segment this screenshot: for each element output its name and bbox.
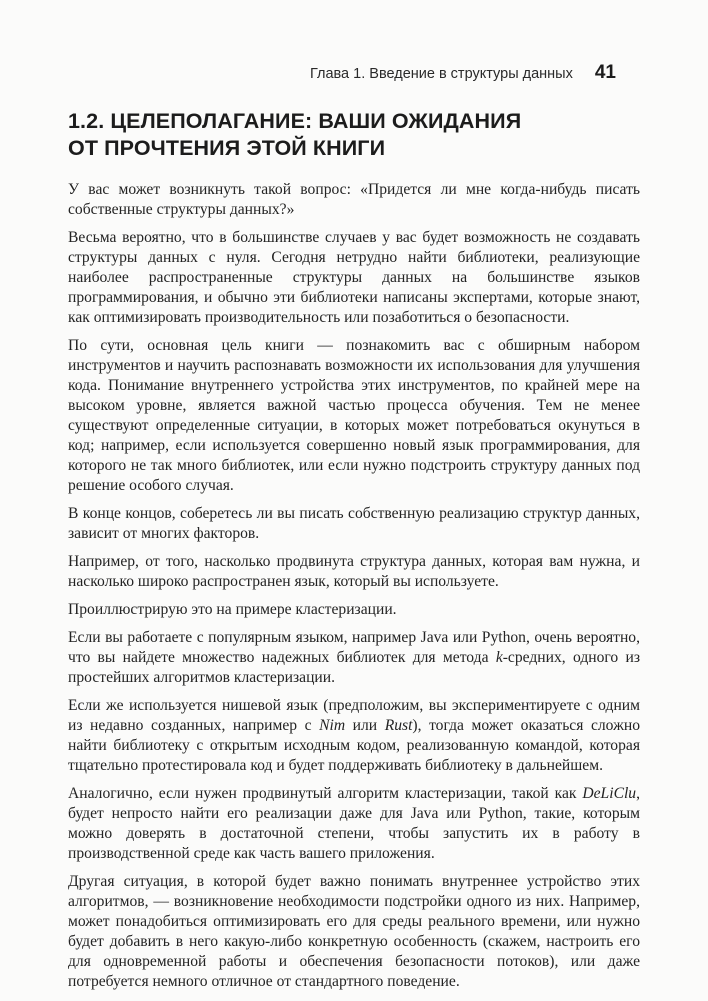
section-title <box>68 108 640 162</box>
paragraph-9-part-b: , будет непросто найти его реализации даже для Java или Python, такие, которым можно доверять в достаточной степени, чтобы запустить их в работу в производственной среде как часть вашего приложения. <box>68 785 640 862</box>
deliclu-italic: DeLiClu <box>582 785 637 802</box>
paragraph-1: У вас может возникнуть такой вопрос: «Придется ли мне когда-нибудь писать собственные структуры данных?» <box>68 181 640 218</box>
paragraph-6: Проиллюстрирую это на примере кластеризации. <box>68 601 397 618</box>
paragraph-8-part-b: ), тогда может оказаться сложно найти библиотеку с открытым исходным кодом, реализованную командой, которая тщательно протестировала код и будет поддерживать библиотеку в дальнейшем. <box>68 717 640 774</box>
paragraph-10: Другая ситуация, в которой будет важно понимать внутреннее устройство этих алгоритмов, — возникновение необходимости подстройки одного из них. Например, может понадобиться оптимизировать его для среды реального времени, или нужно будет добавить в него какую-либо конкретную особенность (скажем, настроить его для одновременной работы и обеспечения безопасности потоков), или даже потребуется немного отличное от стандартного поведение. <box>68 873 640 990</box>
paragraph-7-part-a: Если вы работаете с популярным языком, например Java или Python, очень вероятно, что вы найдете множество надежных библиотек для метода <box>68 629 640 666</box>
chapter-title: Глава 1. Введение в структуры данных <box>309 66 573 82</box>
paragraph-8-mid: или <box>345 717 385 734</box>
nim-italic: Nim <box>319 717 346 734</box>
paragraph-8-part-a: Если же используется нишевой язык (предположим, вы экспериментируете с одним из недавно созданных, например с <box>68 697 640 734</box>
paragraph-4: В конце концов, соберетесь ли вы писать собственную реализацию структур данных, зависит от многих факторов. <box>68 505 640 542</box>
paragraph-9 <box>68 784 640 864</box>
paragraph-9-part-a: Аналогично, если нужен продвинутый алгоритм кластеризации, такой как <box>68 785 583 802</box>
paragraph-3: По сути, основная цель книги — познакомить вас с обширным набором инструментов и научить распознавать возможности их использования для улучшения кода. Понимание внутреннего устройства этих инструментов, по крайней мере на высоком уровне, является важной частью процесса обучения. Тем не менее существуют определенные ситуации, в которых может потребоваться окунуться в код; например, если используется совершенно новый язык программирования, для которого не так много библиотек, или если нужно подстроить структуру данных под решение особого случая. <box>68 337 640 494</box>
running-header <box>310 62 616 84</box>
paragraph-7 <box>68 628 640 688</box>
paragraph-5: Например, от того, насколько продвинута структура данных, которая вам нужна, и насколько широко распространен язык, который вы используете. <box>68 553 640 590</box>
k-means-italic: k <box>495 649 503 666</box>
page-body <box>68 108 640 1000</box>
rust-italic: Rust <box>384 717 413 734</box>
paragraph-2: Весьма вероятно, что в большинстве случаев у вас будет возможность не создавать структуры данных с нуля. Сегодня нетрудно найти библиотеки, реализующие наиболее распространенные структуры данных на большинстве языков программирования, и обычно эти библиотеки написаны экспертами, которые знают, как оптимизировать производительность или позаботиться о безопасности. <box>68 229 640 326</box>
section-title-line-2: ОТ ПРОЧТЕНИЯ ЭТОЙ КНИГИ <box>68 136 386 160</box>
paragraph-8 <box>68 696 640 776</box>
page-number: 41 <box>594 62 616 83</box>
section-title-line-1: 1.2. ЦЕЛЕПОЛАГАНИЕ: ВАШИ ОЖИДАНИЯ <box>68 109 522 133</box>
paragraph-7-part-b: -средних, одного из простейших алгоритмов кластеризации. <box>68 649 641 686</box>
